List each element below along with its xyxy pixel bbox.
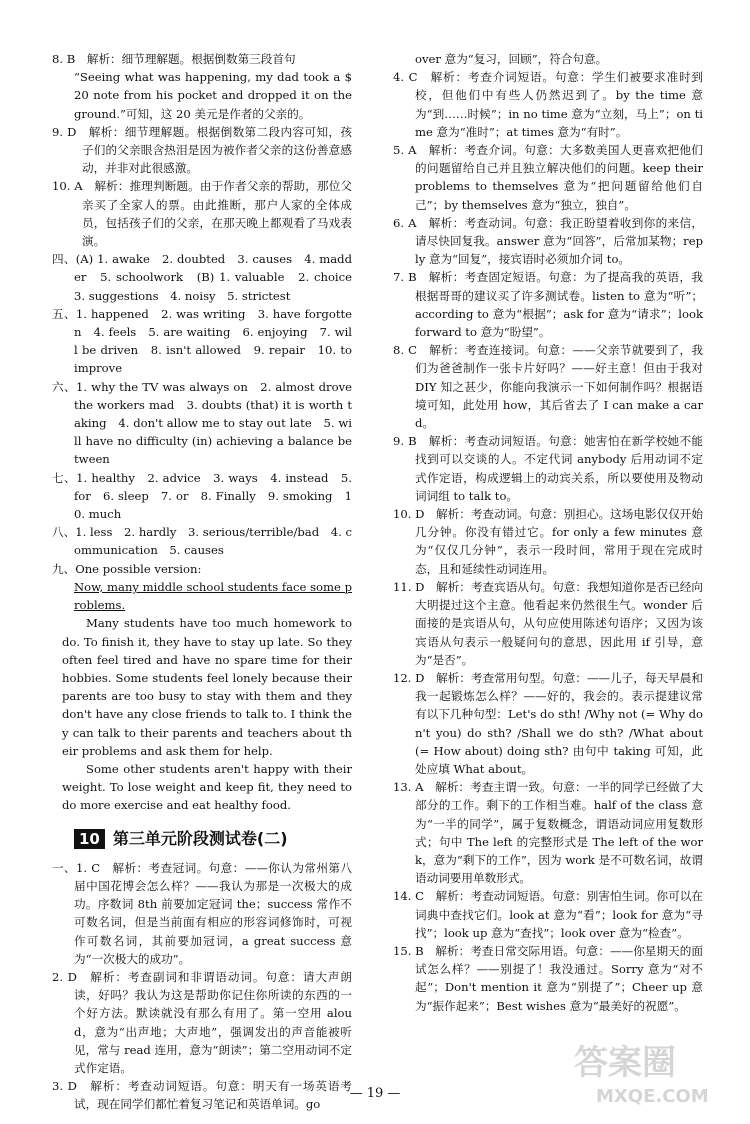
test-answer-11: 11. D 解析：考查宾语从句。句意：我想知道你是否已经向大明提过这个主意。他看起来仍然很生气。wonder 后面接的是宾语从句，从句应使用陈述句语序；又因为该宾语从句表示一般疑问句的意思，因此用 if 引导，意为“是否”。 bbox=[393, 579, 703, 667]
test-answer-14: 14. C 解析：考查动词短语。句意：别害怕生词。你可以在词典中查找它们。look at 意为“看”；look for 意为“寻找”；look up 意为“查找”；look over 意为“检查”。 bbox=[393, 889, 703, 940]
test-answer-12: 12. D 解析：考查常用句型。句意：——儿子，每天早晨和我一起锻炼怎么样？——好的，我会的。表示提建议常有以下几种句型：Let's do sth! /Why not (= Why don't you) do sth? /Shall we do sth? /What about (= How about) doing sth? 由句中 taking 可知，此处应填 What about。 bbox=[393, 670, 703, 776]
essay-first-line: Now, many middle school students face some problems. bbox=[74, 579, 352, 613]
test-answer-6: 6. A 解析：考查动词。句意：我正盼望着收到你的来信，请尽快回复我。answer 意为“回答”，后常加某物；reply 意为“回复”，接宾语时必须加介词 to。 bbox=[393, 215, 703, 267]
section-nine-label: 九、One possible version: bbox=[52, 561, 202, 576]
test-answer-3: 3. D 解析：考查动词短语。句意：明天有一场英语考试，现在同学们都忙着复习笔记和英语单词。go bbox=[52, 1079, 352, 1112]
test-answer-5: 5. A 解析：考查介词。句意：大多数美国人更喜欢把他们的问题留给自己并且独立解决他们的问题。keep their problems to themselves 意为“把问题留给他们自己”；by themselves 意为“独立，独自”。 bbox=[393, 143, 703, 212]
test-answer-10: 10. D 解析：考查动词。句意：别担心。这场电影仅仅开始几分钟。你没有错过它。for only a few minutes 意为“仅仅几分钟”，表示一段时间，常用于现在完成时态，且和延续性动词连用。 bbox=[393, 507, 703, 576]
essay-paragraph-1: Many students have too much homework to do. To finish it, they have to stay up late. So they often feel tired and have no spare time for their hobbies. Some students feel lonely because their parents are too busy to stay with them and they don't have any close friends to talk to. I think they can talk to their parents and teachers about their problems and ask them for help. bbox=[62, 616, 352, 758]
test-answer-13: 13. A 解析：考查主谓一致。句意：一半的同学已经做了大部分的工作。剩下的工作相当难。half of the class 意为“一半的同学”，属于复数概念，谓语动词应用复数形式；句中 The left 的完整形式是 The left of the work，意为“剩下的工作”，因为 work 是不可数名词，故谓语动词要用单数形式。 bbox=[393, 780, 703, 886]
test-answer-15: 15. B 解析：考查日常交际用语。句意：——你星期天的面试怎么样？——别提了！我没通过。Sorry 意为“对不起”；Don't mention it 意为“别提了”；Cheer up 意为“振作起来”；Best wishes 意为“最美好的祝愿”。 bbox=[393, 943, 703, 1013]
page-number: — 19 — bbox=[349, 1086, 401, 1101]
test-answer-7: 7. B 解析：考查固定短语。句意：为了提高我的英语，我根据哥哥的建议买了许多测试卷。listen to 意为“听”；according to 意为“根据”；ask for 意为“请求”；look forward to 意为“盼望”。 bbox=[393, 270, 703, 340]
test-answer-4: 4. C 解析：考查介词短语。句意：学生们被要求准时到校，但他们中有些人仍然迟到了。by the time 意为“到……时候”；in no time 意为“立刻，马上”；on time 意为“准时”；at times 意为“有时”。 bbox=[393, 70, 703, 139]
essay-paragraph-2: Some other students aren't happy with their weight. To lose weight and keep fit, they need to do more exercise and eat healthy food. bbox=[62, 761, 352, 813]
answer-8: 8. B 解析：细节理解题。根据倒数第三段首句 bbox=[52, 52, 296, 66]
section-eight-answers: 八、1. less 2. hardly 3. serious/terrible/bad 4. communication 5. causes bbox=[52, 525, 352, 558]
section-header bbox=[74, 829, 352, 849]
section-title: 第三单元阶段测试卷(二) bbox=[112, 828, 288, 848]
section-number-badge: 10 bbox=[74, 829, 105, 849]
section-four-answers: 四、(A) 1. awake 2. doubted 3. causes 4. madder 5. schoolwork (B) 1. valuable 2. choice 3. suggestions 4. noisy 5. strictest bbox=[52, 252, 364, 303]
watermark-line-1: 答案圈 bbox=[574, 1043, 676, 1083]
section-six-answers: 六、1. why the TV was always on 2. almost drove the workers mad 3. doubts (that) it is worth taking 4. don't allow me to stay out late 5. will have no difficulty (in) achieving a balance between bbox=[52, 379, 352, 467]
test-answer-2: 2. D 解析：考查副词和非谓语动词。句意：请大声朗读，好吗？我认为这是帮助你记住你所读的东西的一个好方法。默读就没有那么有用了。第一空用 aloud，意为“出声地；大声地”，强调发出的声音能被听见，常与 read 连用，意为“朗读”；第二空用动词不定式作定语。 bbox=[52, 969, 352, 1075]
answer-8-cont: “Seeing what was happening, my dad took a $ 20 note from his pocket and dropped it on the ground.”可知，这 20 美元是作者的父亲的。 bbox=[74, 70, 352, 121]
test-answer-3-cont: over 意为“复习，回顾”，符合句意。 bbox=[415, 52, 608, 66]
test-answer-8: 8. C 解析：考查连接词。句意：——父亲节就要到了，我们为爸爸制作一张卡片好吗？——好主意！但由于我对 DIY 知之甚少，你能向我演示一下如何制作吗？根据语境可知，此处用 how，其后省去了 I can make a card。 bbox=[393, 343, 703, 431]
section-seven-answers: 七、1. healthy 2. advice 3. ways 4. instead 5. for 6. sleep 7. or 8. Finally 9. smoking 10. much bbox=[52, 470, 352, 522]
watermark-line-2: MXQE.COM bbox=[596, 1086, 709, 1107]
answer-9: 9. D 解析：细节理解题。根据倒数第二段内容可知，孩子们的父亲眼含热泪是因为被作者父亲的这份善意感动，并非对此很感激。 bbox=[52, 124, 352, 176]
answer-10: 10. A 解析：推理判断题。由于作者父亲的帮助，那位父亲买了全家人的票。由此推断，那户人家的全体成员，包括孩子们的父亲，在那天晚上都观看了马戏表演。 bbox=[52, 179, 352, 249]
right-column bbox=[393, 50, 703, 1015]
section-five-answers: 五、1. happened 2. was writing 3. have forgotten 4. feels 5. are waiting 6. enjoying 7. will be driven 8. isn't allowed 9. repair 10. to improve bbox=[52, 306, 352, 376]
watermark-logo bbox=[566, 1032, 736, 1112]
test-answer-1: 一、1. C 解析：考查冠词。句意：——你认为常州第八届中国花博会怎么样？——我认为那是一次极大的成功。序数词 8th 前要加定冠词 the；success 常作不可数名词，但是当前面有相应的形容词修饰时，可视作可数名词，其前要加冠词，a great success 意为“一次极大的成功”。 bbox=[52, 860, 352, 966]
test-answer-9: 9. B 解析：考查动词短语。句意：她害怕在新学校她不能找到可以交谈的人。不定代词 anybody 后用动词不定式作定语，构成逻辑上的动宾关系，所以要使用及物动词词组 to talk to。 bbox=[393, 434, 703, 503]
left-column bbox=[52, 50, 364, 1114]
